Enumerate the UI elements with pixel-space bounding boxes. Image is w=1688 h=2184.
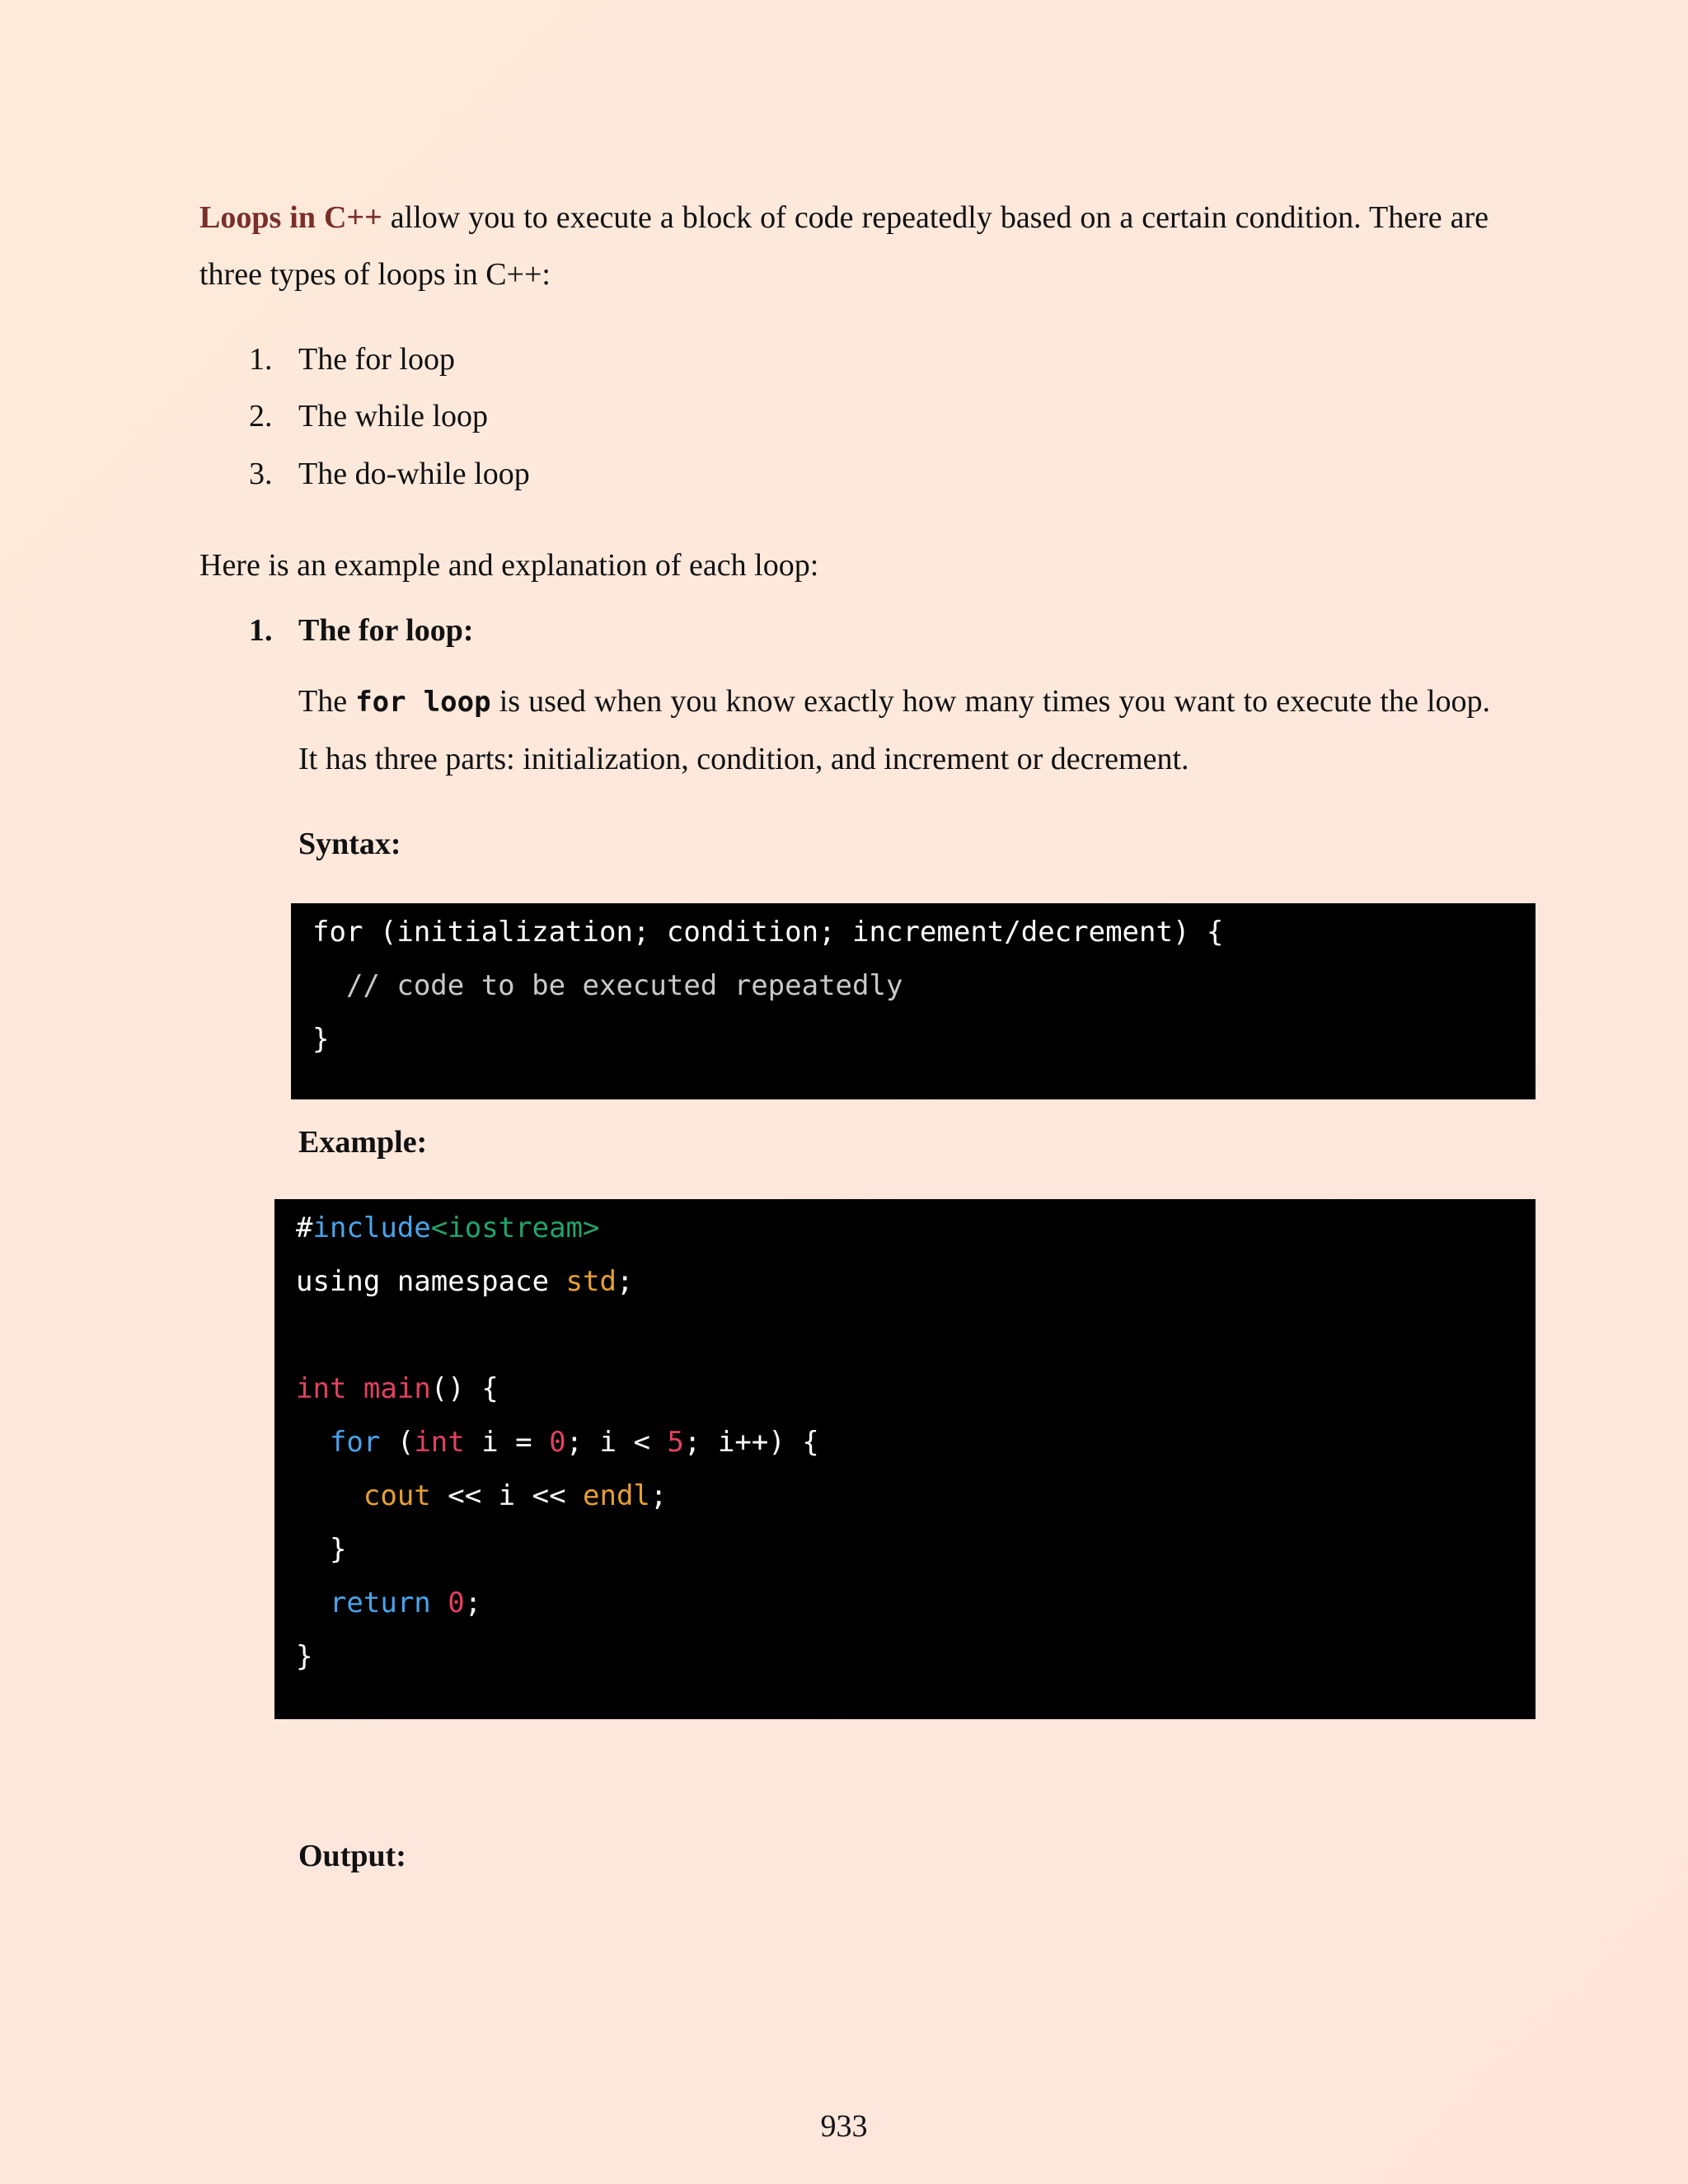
code-token: } <box>329 1533 347 1566</box>
code-token: } <box>296 1640 313 1673</box>
section-number: 1. <box>249 613 273 648</box>
list-item-label: The for loop <box>298 342 455 377</box>
syntax-heading: Syntax: <box>298 827 401 861</box>
code-token: using namespace <box>296 1265 566 1298</box>
code-token: i = <box>464 1426 550 1459</box>
code-line-blank <box>296 1309 1536 1362</box>
code-token: 0 <box>448 1586 465 1619</box>
desc-text: The <box>298 684 356 719</box>
code-token: ; i < <box>565 1426 668 1459</box>
code-token: int <box>296 1372 347 1405</box>
code-token: main <box>363 1372 431 1405</box>
code-comment-line: // code to be executed repeatedly <box>312 969 903 1002</box>
code-token: # <box>296 1212 313 1244</box>
intro-lead: Loops in C++ <box>199 200 382 235</box>
code-line <box>296 1202 1536 1255</box>
code-token: int <box>414 1426 465 1459</box>
list-item-number: 2. <box>249 399 273 434</box>
intro-paragraph <box>199 190 1489 303</box>
code-token: ; <box>616 1265 634 1298</box>
code-token: 0 <box>549 1426 566 1459</box>
inline-code: for loop <box>355 686 491 719</box>
code-token: include <box>312 1212 431 1244</box>
desc-text: is used when you know exactly how many times you want to execute the loop. It has three parts: initialization, condition, and increment or decrement. <box>298 684 1490 776</box>
for-loop-description <box>298 673 1490 788</box>
code-line <box>296 1577 1536 1630</box>
code-token: for <box>329 1426 381 1459</box>
code-line: } <box>312 1023 330 1056</box>
list-item-label: The while loop <box>298 399 489 434</box>
code-line <box>296 1255 1536 1309</box>
code-token: 5 <box>667 1426 684 1459</box>
code-token: ; <box>649 1479 668 1512</box>
section-title: The for loop: <box>298 613 474 648</box>
intro-text: allow you to execute a block of code repeatedly based on a certain condition. There are three types of loops in C++: <box>199 200 1489 292</box>
code-token: () { <box>430 1372 499 1405</box>
list-item-number: 3. <box>249 457 273 491</box>
example-intro: Here is an example and explanation of each loop: <box>199 548 819 583</box>
code-line: for (initialization; condition; increment/decrement) { <box>312 916 1224 949</box>
list-item-number: 1. <box>249 342 273 377</box>
code-token: << i << <box>430 1479 584 1512</box>
code-token: ; i++) { <box>683 1426 819 1459</box>
code-line <box>296 1469 1536 1523</box>
code-token: ; <box>464 1586 482 1619</box>
example-code-block <box>274 1199 1536 1719</box>
code-token: cout <box>363 1479 431 1512</box>
page-number: 933 <box>820 2109 868 2144</box>
example-heading: Example: <box>298 1125 428 1160</box>
code-line <box>296 1416 1536 1469</box>
code-token: return <box>329 1586 431 1619</box>
code-token: ( <box>380 1426 415 1459</box>
code-line <box>296 1630 1536 1684</box>
output-heading: Output: <box>298 1839 406 1873</box>
code-token: <iostream> <box>430 1212 600 1244</box>
syntax-code-block <box>291 903 1536 1099</box>
code-token: std <box>565 1265 617 1298</box>
code-line <box>296 1523 1536 1577</box>
code-line <box>296 1362 1536 1416</box>
list-item-label: The do-while loop <box>298 457 530 491</box>
code-token: endl <box>583 1479 650 1512</box>
